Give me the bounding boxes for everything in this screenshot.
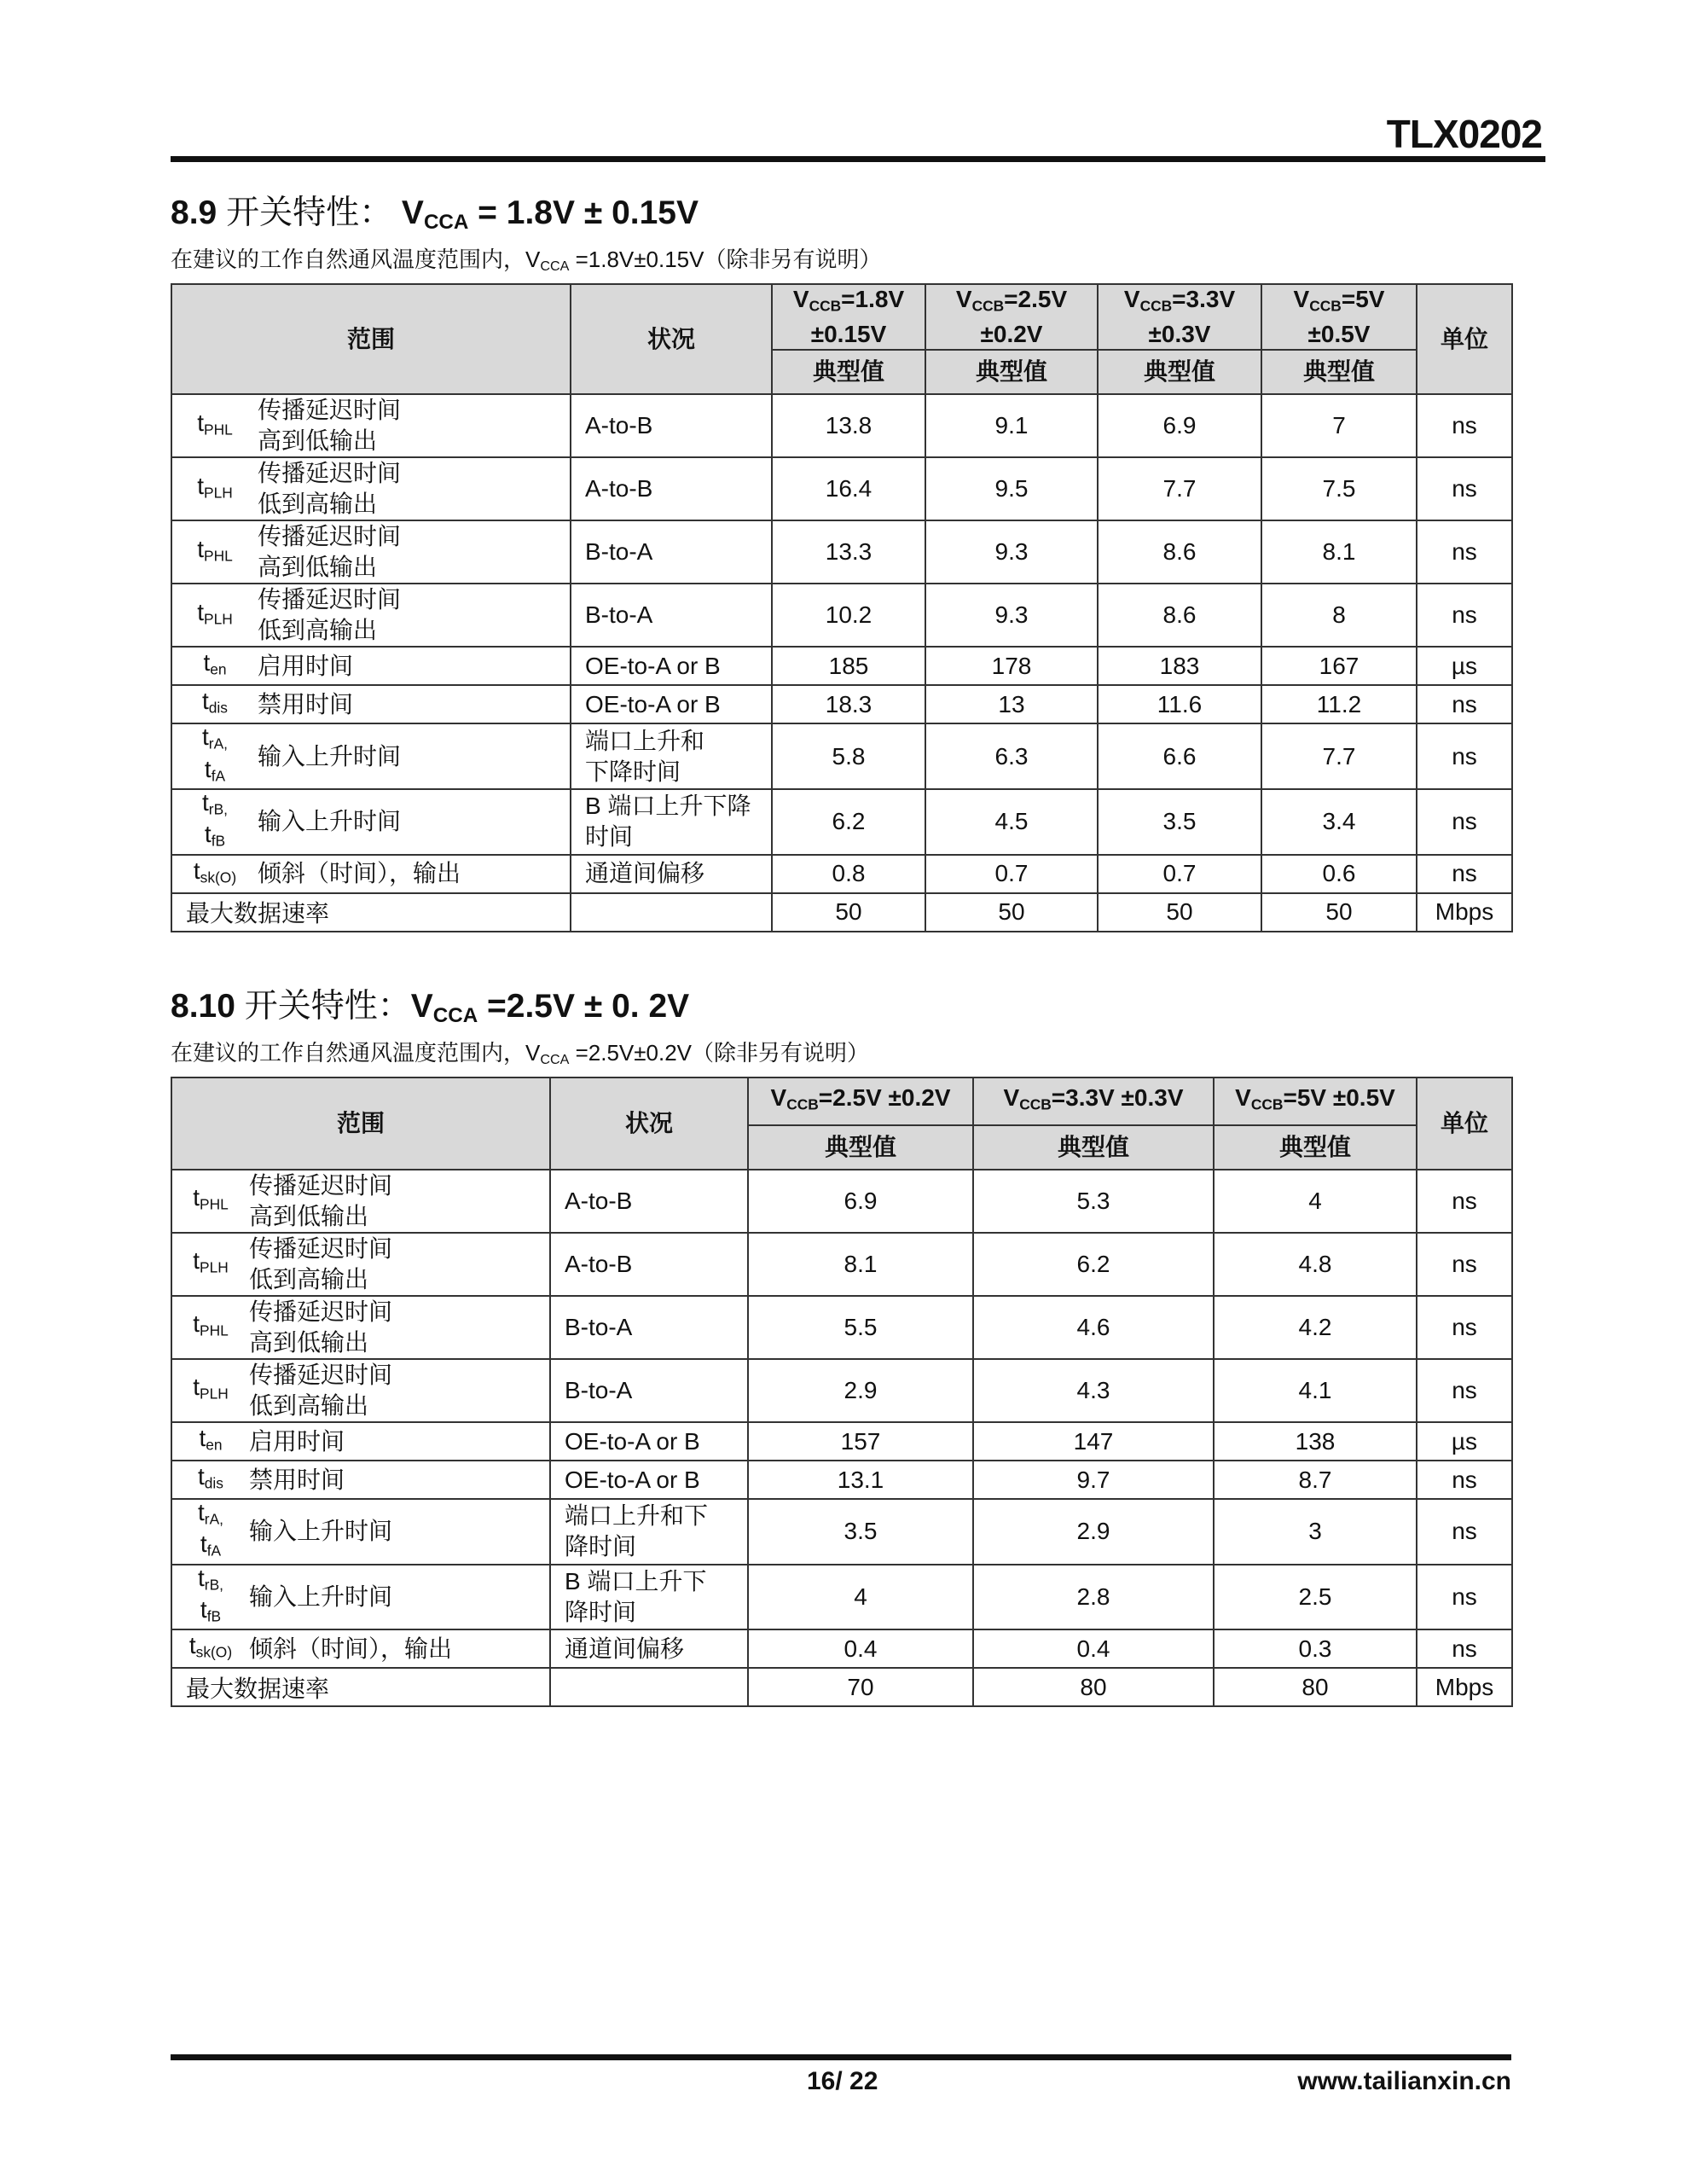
section-subtitle: 在建议的工作自然通风温度范围内，$V_{CCA} =2.5V\pm 0.2V$（除非另有说明） [171,1040,870,1068]
header-vccb-3: $V_{CCB}=5V \pm 0.5V$ [1214,1077,1417,1125]
switching-table-1 [171,283,1513,932]
symbol-tra-tfa: $t_{rA,}$ $t_{fA}$ [202,723,228,785]
table-row: $t_{rA,}$ $t_{fA}$ 输入上升时间 端口上升和下降时间 3.5 2.9 3 ns [171,1499,1512,1565]
table-row: $t_{dis}$ 禁用时间 OE-to-A or B 13.1 9.7 8.7 ns [171,1461,1512,1499]
symbol-tra-tfa: $t_{rA,}$ $t_{fA}$ [198,1499,223,1560]
table-row: $t_{rA,}$ $t_{fA}$ 输入上升时间 端口上升和下降时间 5.8 6.3 6.6 7.7 ns [171,723,1512,789]
header-condition: 状况 [550,1077,748,1170]
part-number: TLX0202 [1386,112,1542,156]
section-title: 8.9 开关特性： $V_{CCA} = 1.8V \pm 0.15V$ [171,195,699,235]
symbol-tplh: $t_{PLH}$ [197,598,233,628]
footer-rule [171,2054,1511,2060]
header-rule [171,156,1545,162]
table-row: $t_{PLH}$ 传播延迟时间 低到高输出 B-to-A 2.9 4.3 4.1 ns [171,1359,1512,1422]
symbol-tphl: $t_{PHL}$ [197,409,233,439]
header-vccb-2: $V_{CCB}=3.3V \pm 0.3V$ [973,1077,1214,1125]
symbol-ten: $t_{en}$ [203,649,227,678]
table-row: $t_{en}$ 启用时间 OE-to-A or B 185 178 183 167 µs [171,647,1512,685]
table-row: $t_{en}$ 启用时间 OE-to-A or B 157 147 138 µs [171,1422,1512,1461]
header-vccb-3: $V_{CCB}=3.3V$ ±0.3V [1098,284,1261,350]
header-typ-2: 典型值 [925,350,1098,394]
symbol-tdis: $t_{dis}$ [198,1462,223,1492]
header-vccb-2: $V_{CCB}=2.5V$ ±0.2V [925,284,1098,350]
symbol-tphl: $t_{PHL}$ [193,1184,229,1213]
header-typ-1: 典型值 [748,1125,973,1170]
symbol-trb-tfb: $t_{rB,}$ $t_{fB}$ [198,1564,223,1625]
header-range: 范围 [171,1077,550,1170]
table-row: $t_{PHL}$ 传播延迟时间 高到低输出 A-to-B 6.9 5.3 4 ns [171,1170,1512,1233]
symbol-ten: $t_{en}$ [199,1424,223,1454]
header-range: 范围 [171,284,571,394]
header-typ-2: 典型值 [973,1125,1214,1170]
website-link[interactable]: www.tailianxin.cn [1297,2067,1511,2095]
header-vccb-4: $V_{CCB}=5V$ ±0.5V [1261,284,1417,350]
table-row: $t_{rB,}$ $t_{fB}$ 输入上升时间 B 端口上升下降时间 4 2.8 2.5 ns [171,1565,1512,1630]
header-condition: 状况 [571,284,772,394]
symbol-tplh: $t_{PLH}$ [193,1247,229,1276]
header-typ-1: 典型值 [772,350,925,394]
symbol-tphl: $t_{PHL}$ [197,535,233,565]
section-8-10 [171,985,1511,1707]
table-row: $t_{PHL}$ 传播延迟时间 高到低输出 A-to-B 13.8 9.1 6.9 7 ns [171,394,1512,457]
header-typ-3: 典型值 [1214,1125,1417,1170]
header-typ-4: 典型值 [1261,350,1417,394]
table-row: $t_{sk(O)}$ 倾斜（时间），输出 通道间偏移 0.4 0.4 0.3 ns [171,1629,1512,1668]
header-unit: 单位 [1417,1077,1512,1170]
symbol-tsk: $t_{sk(O)}$ [193,857,237,886]
symbol-tsk: $t_{sk(O)}$ [188,1632,233,1661]
symbol-tphl: $t_{PHL}$ [193,1310,229,1339]
header-typ-3: 典型值 [1098,350,1261,394]
section-8-9 [171,192,1511,932]
table-row: 最大数据速率 70 80 80 Mbps [171,1668,1512,1706]
symbol-tplh: $t_{PLH}$ [197,472,233,502]
symbol-trb-tfb: $t_{rB,}$ $t_{fB}$ [202,789,228,850]
header-vccb-1: $V_{CCB}=2.5V \pm 0.2V$ [748,1077,973,1125]
switching-table-2 [171,1077,1513,1707]
table-row: $t_{PHL}$ 传播延迟时间 高到低输出 B-to-A 5.5 4.6 4.2 ns [171,1296,1512,1359]
symbol-tplh: $t_{PLH}$ [193,1374,229,1403]
page-number: 16/ 22 [807,2067,878,2095]
table-row: $t_{PLH}$ 传播延迟时间 低到高输出 A-to-B 8.1 6.2 4.8 ns [171,1233,1512,1296]
section-subtitle: 在建议的工作自然通风温度范围内，$V_{CCA} =1.8V\pm 0.15V$（除非另有说明） [171,247,882,275]
table-row: $t_{rB,}$ $t_{fB}$ 输入上升时间 B 端口上升下降时间 6.2 4.5 3.5 3.4 ns [171,789,1512,855]
header-vccb-1: $V_{CCB}=1.8V$ ±0.15V [772,284,925,350]
table-row: 最大数据速率 50 50 50 50 Mbps [171,893,1512,932]
table-row: $t_{PLH}$ 传播延迟时间 低到高输出 A-to-B 16.4 9.5 7.7 7.5 ns [171,457,1512,520]
table-row: $t_{PLH}$ 传播延迟时间 低到高输出 B-to-A 10.2 9.3 8.6 8 ns [171,584,1512,647]
section-title: 8.10 开关特性：$V_{CCA} =2.5V \pm 0$. 2V [171,988,690,1028]
table-row: $t_{dis}$ 禁用时间 OE-to-A or B 18.3 13 11.6 11.2 ns [171,685,1512,723]
symbol-tdis: $t_{dis}$ [202,688,228,717]
table-row: $t_{PHL}$ 传播延迟时间 高到低输出 B-to-A 13.3 9.3 8.6 8.1 ns [171,520,1512,584]
header-unit: 单位 [1417,284,1512,394]
table-row: $t_{sk(O)}$ 倾斜（时间），输出 通道间偏移 0.8 0.7 0.7 0.6 ns [171,855,1512,893]
